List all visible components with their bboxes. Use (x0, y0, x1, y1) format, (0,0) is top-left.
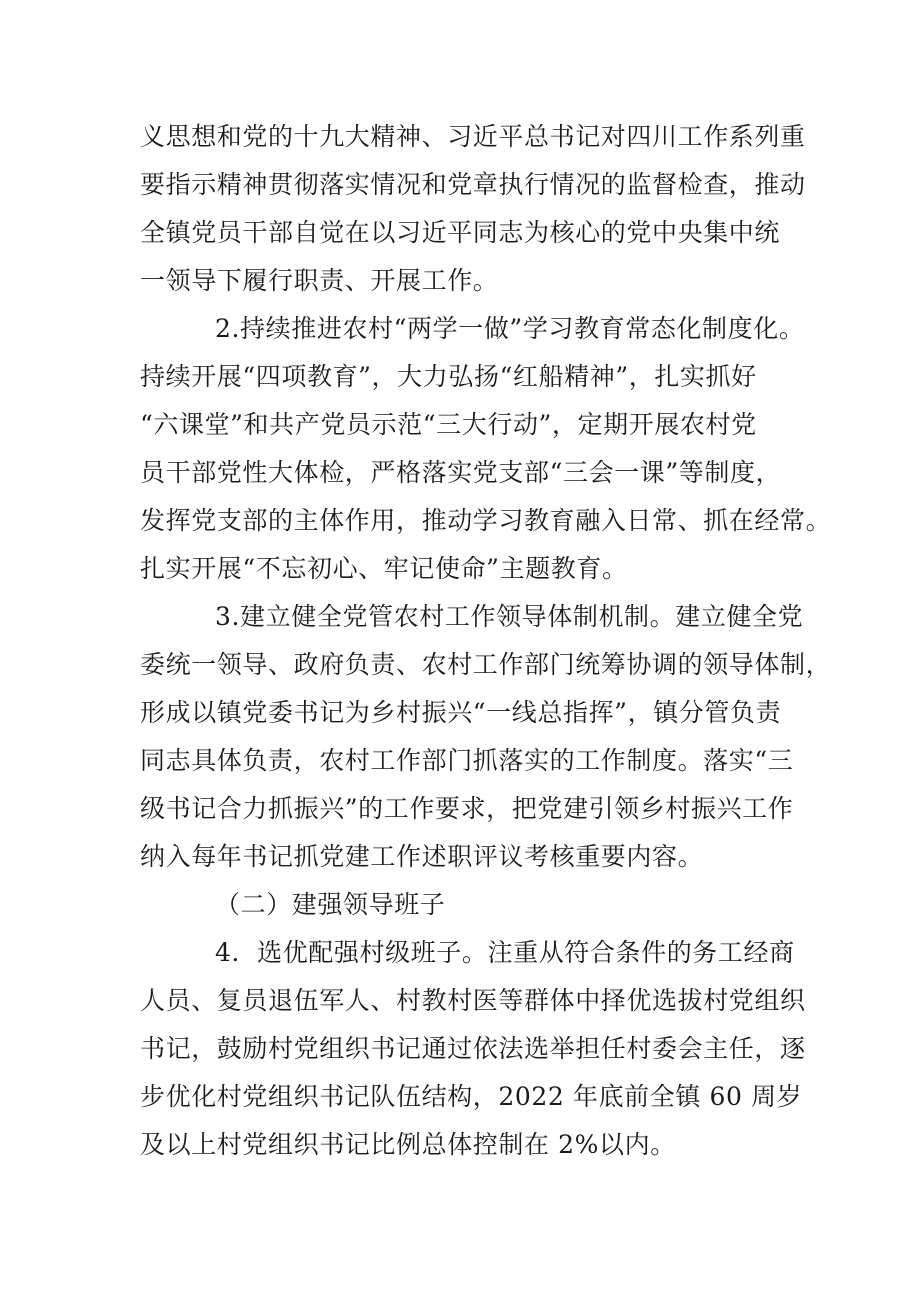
document-body (140, 113, 832, 1169)
text-line: 委统一领导、政府负责、农村工作部门统筹协调的领导体制， (140, 650, 832, 679)
text-line: 步优化村党组织书记队伍结构，2022 年底前全镇 60 周岁 (140, 1082, 803, 1111)
text-line: 形成以镇党委书记为乡村振兴“一线总指挥”，镇分管负责 (140, 698, 782, 727)
text-line: 级书记合力抓振兴”的工作要求，把党建引领乡村振兴工作 (140, 794, 794, 823)
text-line: 发挥党支部的主体作用，推动学习教育融入日常、抓在经常。 (140, 506, 832, 535)
section-heading-2 (140, 881, 790, 929)
text-line: 一领导下履行职责、开展工作。 (140, 266, 499, 295)
text-line: 员干部党性大体检，严格落实党支部“三会一课”等制度， (140, 458, 782, 487)
text-line: 纳入每年书记抓党建工作述职评议考核重要内容。 (140, 842, 704, 871)
text-line: 及以上村党组织书记比例总体控制在 2%以内。 (140, 1130, 676, 1159)
text-line: 义思想和党的十九大精神、习近平总书记对四川工作系列重 (140, 122, 806, 151)
text-line: 4．选优配强村级班子。注重从符合条件的务工经商 (215, 938, 795, 967)
text-line: 同志具体负责，农村工作部门抓落实的工作制度。落实“三 (140, 746, 794, 775)
text-line: “六课堂”和共产党员示范“三大行动”，定期开展农村党 (140, 410, 757, 439)
paragraph-item-2 (140, 305, 832, 593)
text-line: 书记，鼓励村党组织书记通过依法选举担任村委会主任，逐 (140, 1034, 806, 1063)
section-heading: （二）建强领导班子 (215, 890, 446, 919)
text-line: 2.持续推进农村“两学一做”学习教育常态化制度化。 (215, 314, 805, 343)
text-line: 要指示精神贯彻落实情况和党章执行情况的监督检查，推动 (140, 170, 806, 199)
paragraph-continued-supervision (140, 113, 806, 305)
text-line: 扎实开展“不忘初心、牢记使命”主题教育。 (140, 554, 628, 583)
text-line: 持续开展“四项教育”，大力弘扬“红船精神”，扎实抓好 (140, 362, 757, 391)
paragraph-item-3 (140, 593, 832, 881)
text-line: 人员、复员退伍军人、村教村医等群体中择优选拔村党组织 (140, 986, 806, 1015)
text-line: 3.建立健全党管农村工作领导体制机制。建立健全党 (215, 602, 804, 631)
paragraph-item-4 (140, 929, 806, 1169)
text-line: 全镇党员干部自觉在以习近平同志为核心的党中央集中统 (140, 218, 781, 247)
